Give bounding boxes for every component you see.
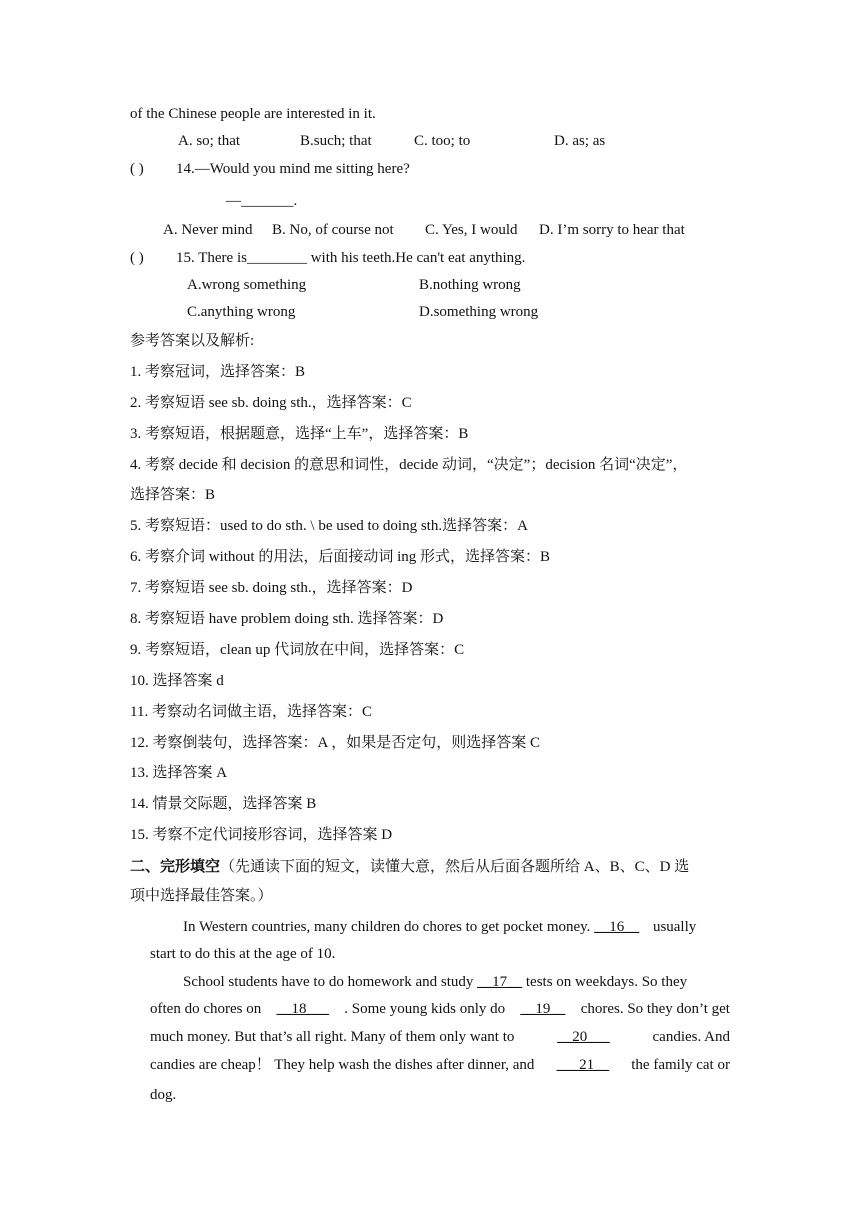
passage-text: School students have to do homework and study [183, 974, 474, 990]
passage-text: candies. And [652, 1029, 730, 1045]
q14-option-d: D. I’m sorry to hear that [539, 222, 685, 238]
q15-option-c: C.anything wrong [187, 304, 296, 320]
q15-option-d: D.something wrong [419, 304, 539, 320]
passage-line: dog. [150, 1087, 177, 1103]
passage-text: . Some young kids only do [344, 1001, 506, 1017]
q15-stem: 15. There is________ with his teeth.He can't eat anything. [176, 250, 526, 266]
passage-line [183, 972, 687, 992]
answer-line: 3. 考察短语，根据题意，选择“上车”，选择答案：B [130, 426, 469, 442]
q14-reply-blank: —_______. [226, 193, 298, 209]
passage-text: candies are cheap！ They help wash the dishes after dinner, and [150, 1057, 535, 1073]
blank-16: __16__ [594, 919, 640, 935]
q15-option-b: B.nothing wrong [419, 277, 521, 293]
answer-line: 15. 考察不定代词接形容词，选择答案 D [130, 827, 393, 843]
answer-line: 10. 选择答案 d [130, 673, 224, 689]
passage-text: tests on weekdays. So they [525, 974, 688, 990]
q14-answer-paren: ( ) [130, 161, 144, 177]
blank-19: __19__ [520, 1001, 566, 1017]
answers-heading: 参考答案以及解析: [130, 333, 255, 349]
q13-option-b: B.such; that [300, 133, 372, 149]
answer-line: 13. 选择答案 A [130, 765, 228, 781]
q13-stem-tail: of the Chinese people are interested in it. [130, 106, 376, 122]
answer-line: 14. 情景交际题，选择答案 B [130, 796, 317, 812]
q15-answer-paren: ( ) [130, 250, 144, 266]
q14-option-b: B. No, of course not [272, 222, 394, 238]
answer-line: 4. 考察 decide 和 decision 的意思和词性，decide 动词，“决定”；decision 名词“决定”， [130, 457, 688, 473]
passage-text: usually [652, 919, 697, 935]
section-title: 二、完形填空 [130, 859, 221, 875]
q13-option-c: C. too; to [414, 133, 471, 149]
passage-line [150, 999, 730, 1019]
passage-text: much money. But that’s all right. Many of them only want to [150, 1029, 515, 1045]
passage-line [183, 917, 696, 937]
passage-text: In Western countries, many children do chores to get pocket money. [183, 919, 591, 935]
answer-line: 6. 考察介词 without 的用法，后面接动词 ing 形式，选择答案：B [130, 549, 551, 565]
answer-line: 5. 考察短语：used to do sth. \ be used to doing sth.选择答案：A [130, 518, 528, 534]
answer-line: 12. 考察倒装句，选择答案：A ，如果是否定句，则选择答案 C [130, 735, 541, 751]
passage-text: the family cat or [631, 1057, 730, 1073]
q13-option-d: D. as; as [554, 133, 606, 149]
passage-text: often do chores on [150, 1001, 262, 1017]
section-instruction: （先通读下面的短文，读懂大意，然后从后面各题所给 A、B、C、D 选 [220, 859, 690, 875]
answer-line: 8. 考察短语 have problem doing sth. 选择答案：D [130, 611, 444, 627]
q13-option-a: A. so; that [178, 133, 241, 149]
blank-18: __18___ [276, 1001, 329, 1017]
answer-line: 2. 考察短语 see sb. doing sth.，选择答案：C [130, 395, 412, 411]
passage-text: chores. So they don’t get [580, 1001, 730, 1017]
blank-20: __20___ [557, 1029, 610, 1045]
answer-line: 9. 考察短语，clean up 代词放在中间，选择答案：C [130, 642, 465, 658]
blank-17: __17__ [477, 974, 523, 990]
q15-option-a: A.wrong something [187, 277, 307, 293]
passage-line [150, 1055, 730, 1075]
passage-line: start to do this at the age of 10. [150, 946, 336, 962]
q14-option-a: A. Never mind [163, 222, 253, 238]
q14-stem: 14.—Would you mind me sitting here? [176, 161, 410, 177]
answer-line: 11. 考察动名词做主语，选择答案：C [130, 704, 372, 720]
answer-line: 选择答案：B [130, 487, 216, 503]
section-instruction-cont: 项中选择最佳答案。） [130, 888, 273, 904]
blank-21: ___21__ [556, 1057, 610, 1073]
q14-option-c: C. Yes, I would [425, 222, 518, 238]
passage-line [150, 1027, 730, 1047]
section-heading [130, 857, 689, 877]
answer-line: 1. 考察冠词，选择答案：B [130, 364, 306, 380]
answer-line: 7. 考察短语 see sb. doing sth.，选择答案：D [130, 580, 413, 596]
